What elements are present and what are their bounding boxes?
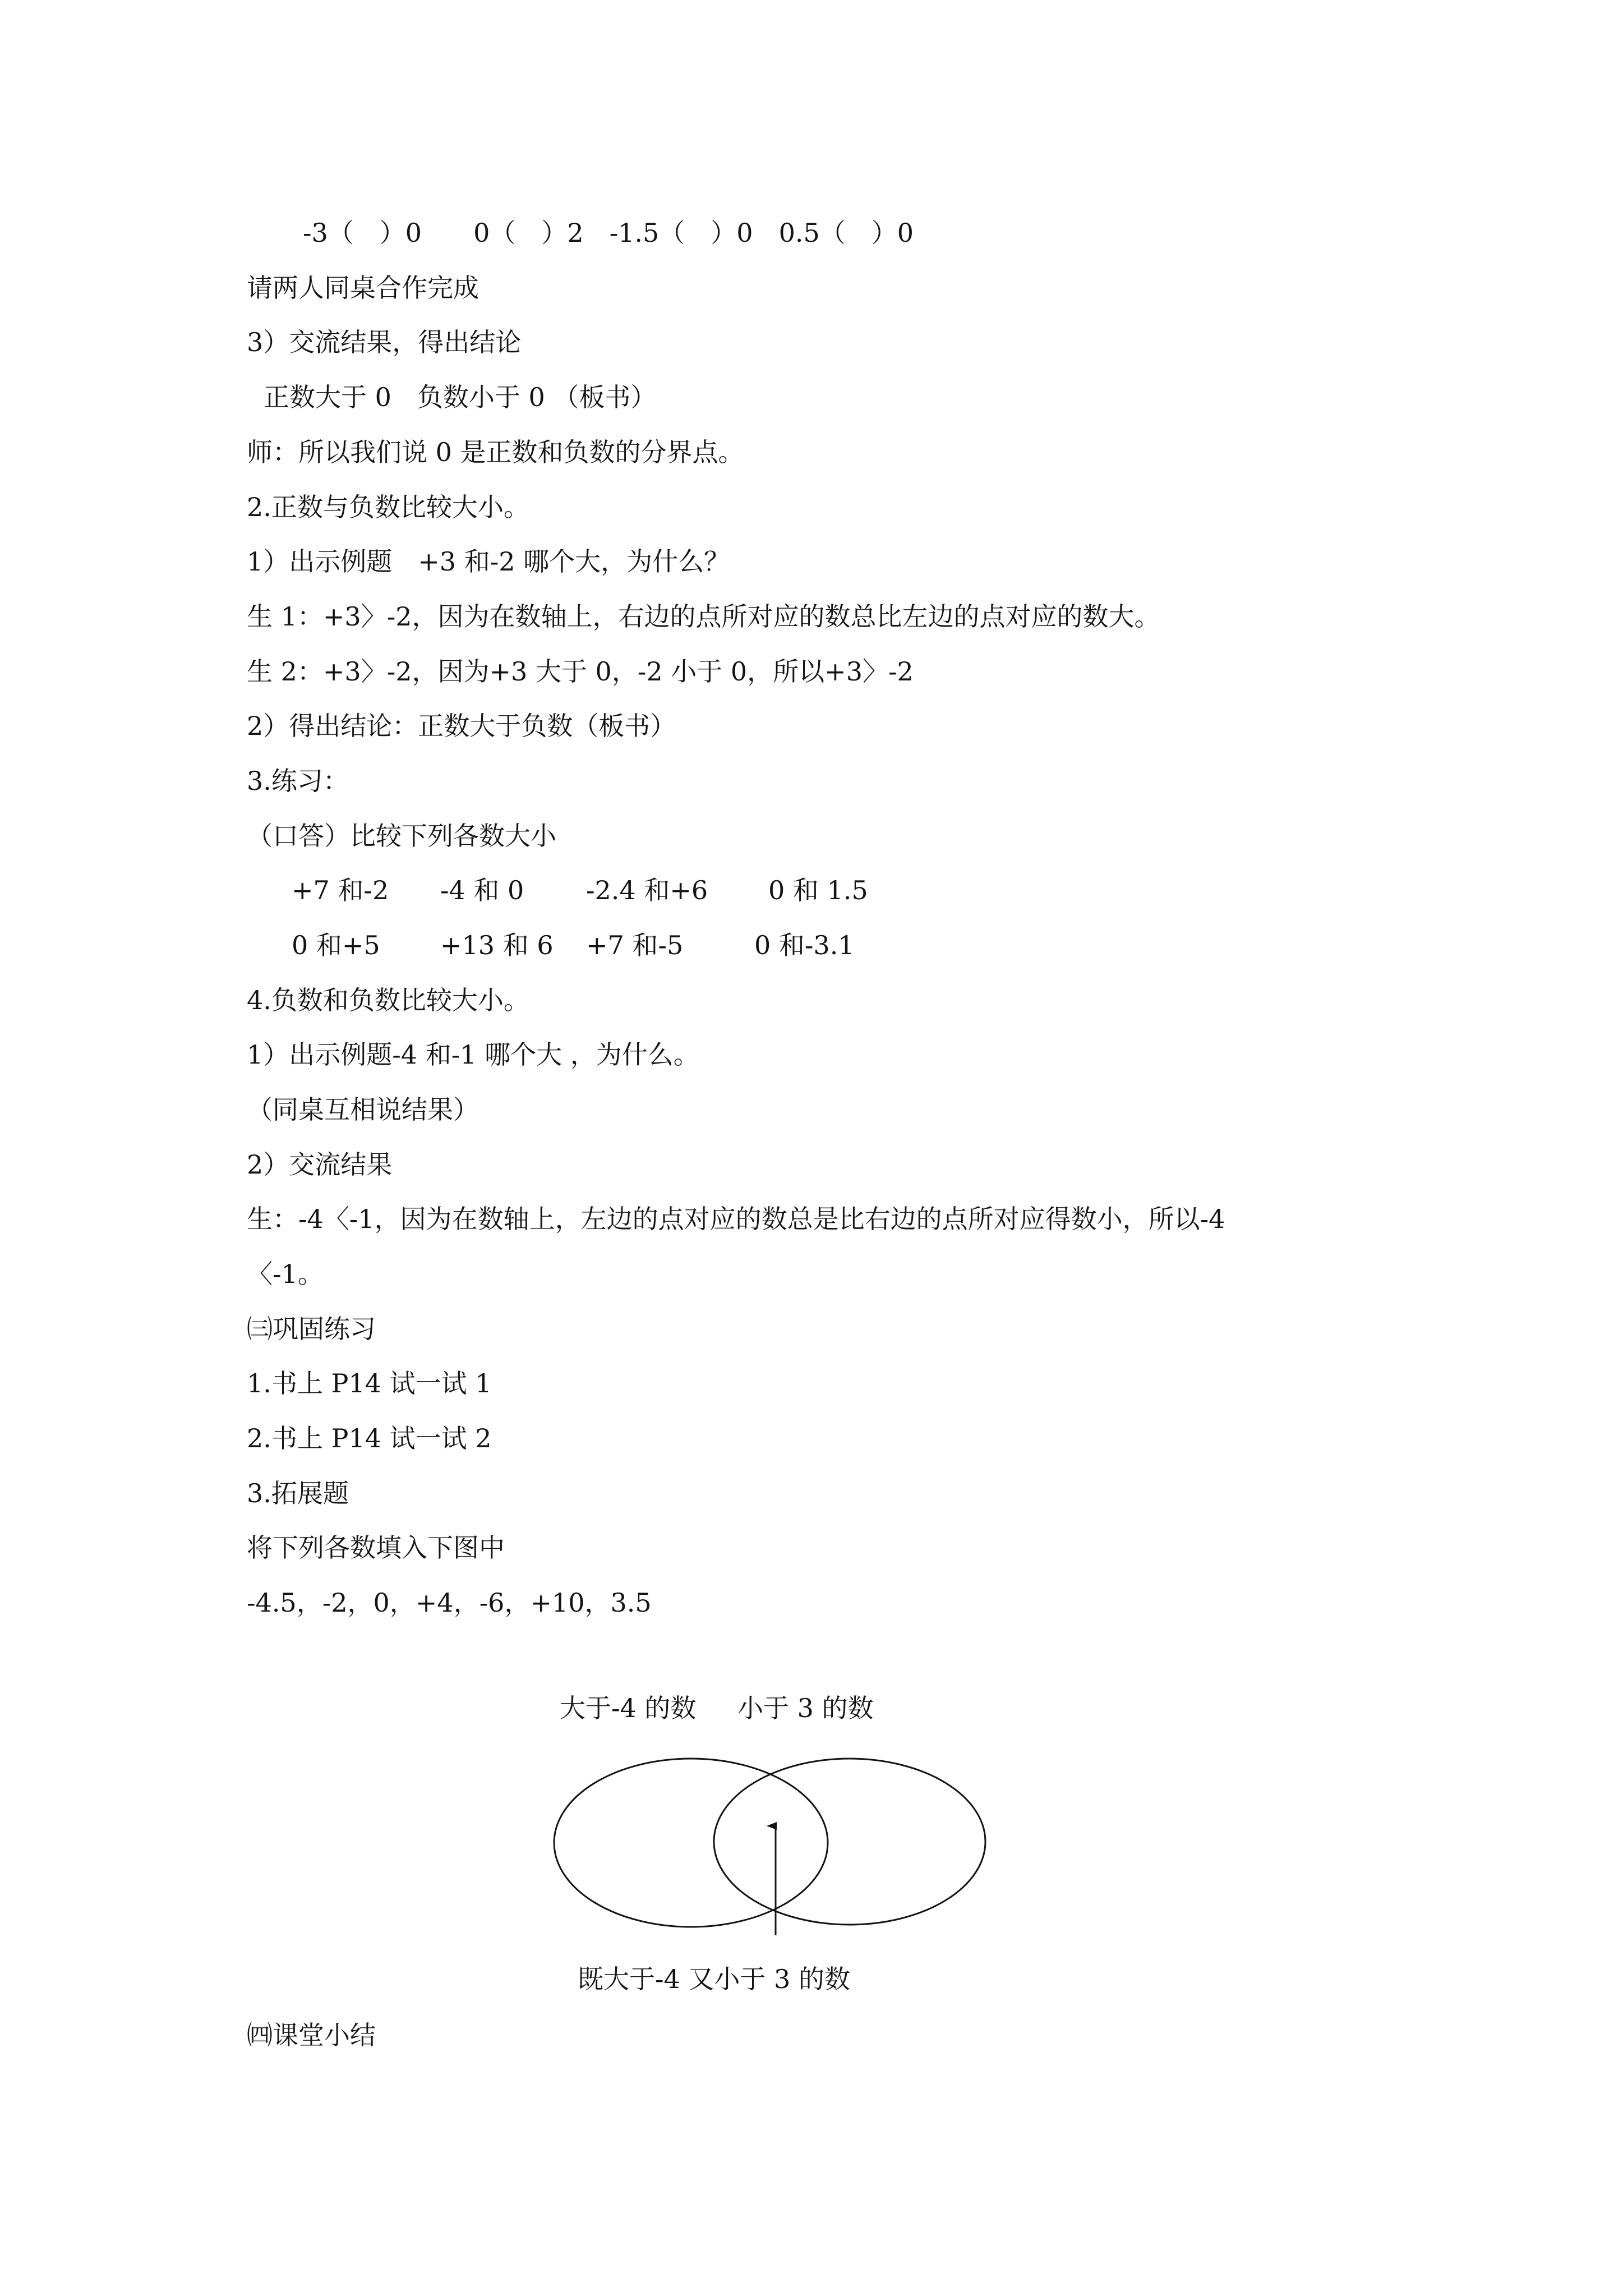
venn-intersection-label: 既大于-4 又小于 3 的数 (578, 1964, 850, 1994)
practice-item: +7 和-2 (292, 875, 389, 905)
left-set-ellipse (554, 1759, 828, 1927)
exercise-1: 1.书上 P14 试一试 1 (247, 1368, 492, 1398)
student-2-answer: 生 2：+3〉-2，因为+3 大于 0，-2 小于 0，所以+3〉-2 (247, 656, 914, 687)
example-2: 1）出示例题-4 和-1 哪个大 ，为什么。 (247, 1039, 699, 1070)
practice-item: -4 和 0 (440, 875, 524, 905)
pair-discuss: （同桌互相说结果） (247, 1094, 479, 1125)
exercise-3: 3.拓展题 (247, 1478, 349, 1508)
student-1-answer: 生 1：+3〉-2，因为在数轴上，右边的点所对应的数总比左边的点对应的数大。 (247, 601, 1160, 632)
venn-right-label: 小于 3 的数 (737, 1693, 874, 1723)
conclusion-board: 正数大于 0 负数小于 0 （板书） (264, 382, 657, 412)
oral-prompt: （口答）比较下列各数大小 (247, 821, 556, 851)
exercise-2: 2.书上 P14 试一试 2 (247, 1423, 492, 1453)
practice-item: 0 和-3.1 (754, 930, 855, 960)
practice-item: +13 和 6 (440, 930, 554, 960)
example-1: 1）出示例题 +3 和-2 哪个大，为什么？ (247, 546, 730, 577)
fill-instruction: 将下列各数填入下图中 (247, 1533, 505, 1563)
conclusion-2: 2）得出结论：正数大于负数（板书） (247, 711, 676, 741)
right-set-ellipse (714, 1759, 985, 1925)
section-2-title: 2.正数与负数比较大小。 (247, 492, 529, 522)
result-2: 2）交流结果 (247, 1149, 393, 1180)
result-heading: 3）交流结果，得出结论 (247, 327, 522, 357)
practice-item: 0 和 1.5 (768, 875, 868, 905)
summary-heading: ㈣课堂小结 (247, 2020, 376, 2050)
pair-work-line: 请两人同桌合作完成 (247, 273, 479, 303)
student-3-answer: 生：-4〈-1，因为在数轴上，左边的点对应的数总是比右边的点所对应得数小，所以-4 (247, 1204, 1225, 1234)
numbers-list: -4.5，-2，0，+4，-6，+10，3.5 (247, 1588, 652, 1618)
student-3-answer-continued: 〈-1。 (247, 1259, 324, 1289)
practice-item: +7 和-5 (586, 930, 684, 960)
comparison-blanks: -3（ ）0 0（ ）2 -1.5（ ）0 0.5（ ）0 (303, 218, 914, 248)
section-3-title: 3.练习： (247, 766, 349, 796)
practice-item: -2.4 和+6 (586, 875, 708, 905)
venn-left-label: 大于-4 的数 (560, 1693, 697, 1723)
practice-item: 0 和+5 (292, 930, 380, 960)
teacher-line: 师：所以我们说 0 是正数和负数的分界点。 (247, 437, 744, 467)
consolidation-heading: ㈢巩固练习 (247, 1314, 376, 1344)
section-4-title: 4.负数和负数比较大小。 (247, 985, 529, 1015)
venn-diagram (533, 1728, 1026, 1952)
